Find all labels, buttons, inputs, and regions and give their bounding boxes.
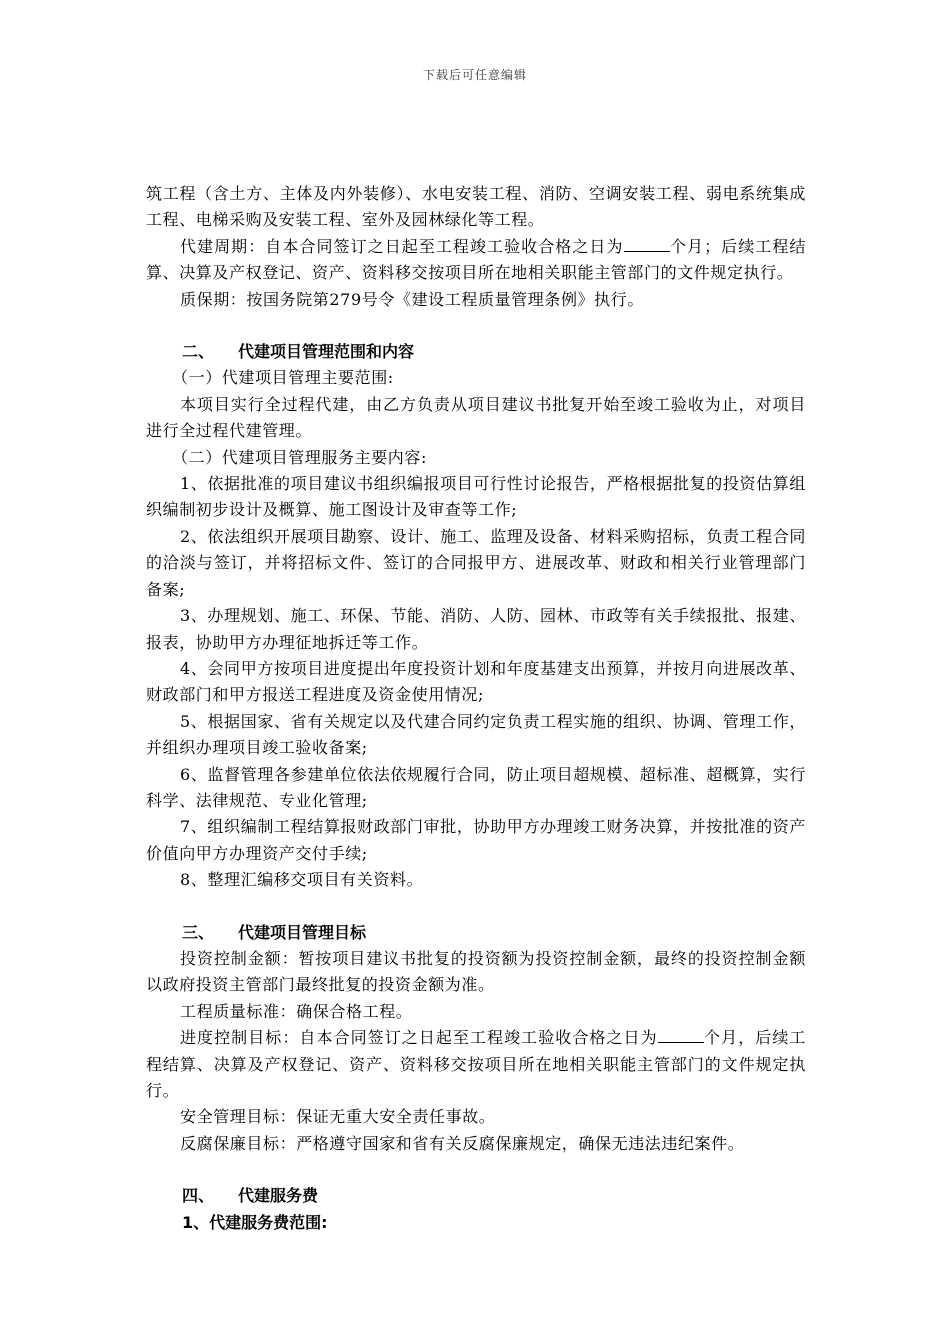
- section-3-safety: 安全管理目标：保证无重大安全责任事故。: [180, 1107, 496, 1127]
- section-2-item-8: 8、整理汇编移交项目有关资料。: [180, 870, 424, 890]
- section-4-title: 代建服务费: [238, 1186, 319, 1206]
- section-3-heading: [146, 920, 806, 946]
- schedule-text-b: 个月，后续工程结算、决算及产权登记、资产、资料移交按项目所在地相关职能主管部门的文件规定执行。: [146, 1028, 806, 1100]
- spacer: [146, 313, 806, 339]
- section-2-number: 二、: [182, 342, 215, 362]
- section-3-quality: 工程质量标准：确保合格工程。: [180, 1001, 413, 1021]
- section-3-title: 代建项目管理目标: [238, 922, 367, 942]
- section-2-sub1-text: 本项目实行全过程代建，由乙方负责从项目建议书批复开始至竣工验收为止，对项目进行全过程代建管理。: [146, 394, 806, 441]
- section-3-number: 三、: [182, 922, 215, 942]
- paragraph-scope-continued: 筑工程（含土方、主体及内外装修）、水电安装工程、消防、空调安装工程、弱电系统集成工程、电梯采购及安装工程、室外及园林绿化等工程。: [146, 184, 806, 230]
- section-3-schedule: [146, 1025, 806, 1104]
- period-blank: [624, 235, 670, 252]
- paragraph-warranty: 质保期：按国务院第279号令《建设工程质量管理条例》执行。: [180, 289, 644, 309]
- document-body: [146, 181, 806, 1236]
- section-4-sub1-heading: 1、代建服务费范围:: [182, 1212, 328, 1232]
- page-header: 下载后可任意编辑: [422, 68, 527, 82]
- paragraph-period: [146, 234, 806, 287]
- section-2-item-2: 2、依法组织开展项目勘察、设计、施工、监理及设备、材料采购招标，负责工程合同的洽淡与签订，并将招标文件、签订的合同报甲方、进展改革、财政和相关行业管理部门备案;: [146, 526, 806, 599]
- section-4-heading: [146, 1183, 806, 1209]
- section-3-anticorruption: 反腐保廉目标：严格遵守国家和省有关反腐保廉规定，确保无违法违纪案件。: [180, 1133, 745, 1153]
- section-2-sub1-heading: （一）代建项目管理主要范围:: [172, 368, 394, 388]
- section-2-heading: [146, 339, 806, 365]
- section-2-item-7: 7、组织编制工程结算报财政部门审批，协助甲方办理竣工财务决算，并按批准的资产价值向甲方办理资产交付手续;: [146, 817, 806, 863]
- section-2-item-6: 6、监督管理各参建单位依法依规履行合同，防止项目超规模、超标准、超概算，实行科学、法律规范、专业化管理;: [146, 764, 806, 810]
- section-2-item-1: 1、依据批准的项目建议书组织编报项目可行性讨论报告，严格根据批复的投资估算组织编制初步设计及概算、施工图设计及审查等工作;: [146, 474, 806, 520]
- period-text-b: 个月；后续工程结算、决算及产权登记、资产、资料移交按项目所在地相关职能主管部门的文件规定执行。: [146, 236, 806, 283]
- section-3-investment: 投资控制金额：暂按项目建议书批复的投资额为投资控制金额，最终的投资控制金额以政府投资主管部门最终批复的投资金额为准。: [146, 948, 806, 995]
- section-2-item-4: 4、会同甲方按项目进度提出年度投资计划和年度基建支出预算，并按月向进展改革、财政部门和甲方报送工程进度及资金使用情况;: [146, 658, 806, 705]
- section-2-sub2-heading: （二）代建项目管理服务主要内容:: [172, 447, 427, 467]
- section-2-title: 代建项目管理范围和内容: [238, 342, 415, 362]
- period-text-a: 代建周期：自本合同签订之日起至工程竣工验收合格之日为: [180, 236, 624, 256]
- spacer: [146, 1157, 806, 1183]
- section-2-item-3: 3、办理规划、施工、环保、节能、消防、人防、园林、市政等有关手续报批、报建、报表，协助甲方办理征地拆迁等工作。: [146, 606, 806, 652]
- section-4-number: 四、: [182, 1186, 215, 1206]
- spacer: [146, 894, 806, 920]
- schedule-text-a: 进度控制目标：自本合同签订之日起至工程竣工验收合格之日为: [180, 1028, 658, 1048]
- section-2-item-5: 5、根据国家、省有关规定以及代建合同约定负责工程实施的组织、协调、管理工作，并组织办理项目竣工验收备案;: [146, 711, 806, 758]
- schedule-blank: [658, 1026, 704, 1043]
